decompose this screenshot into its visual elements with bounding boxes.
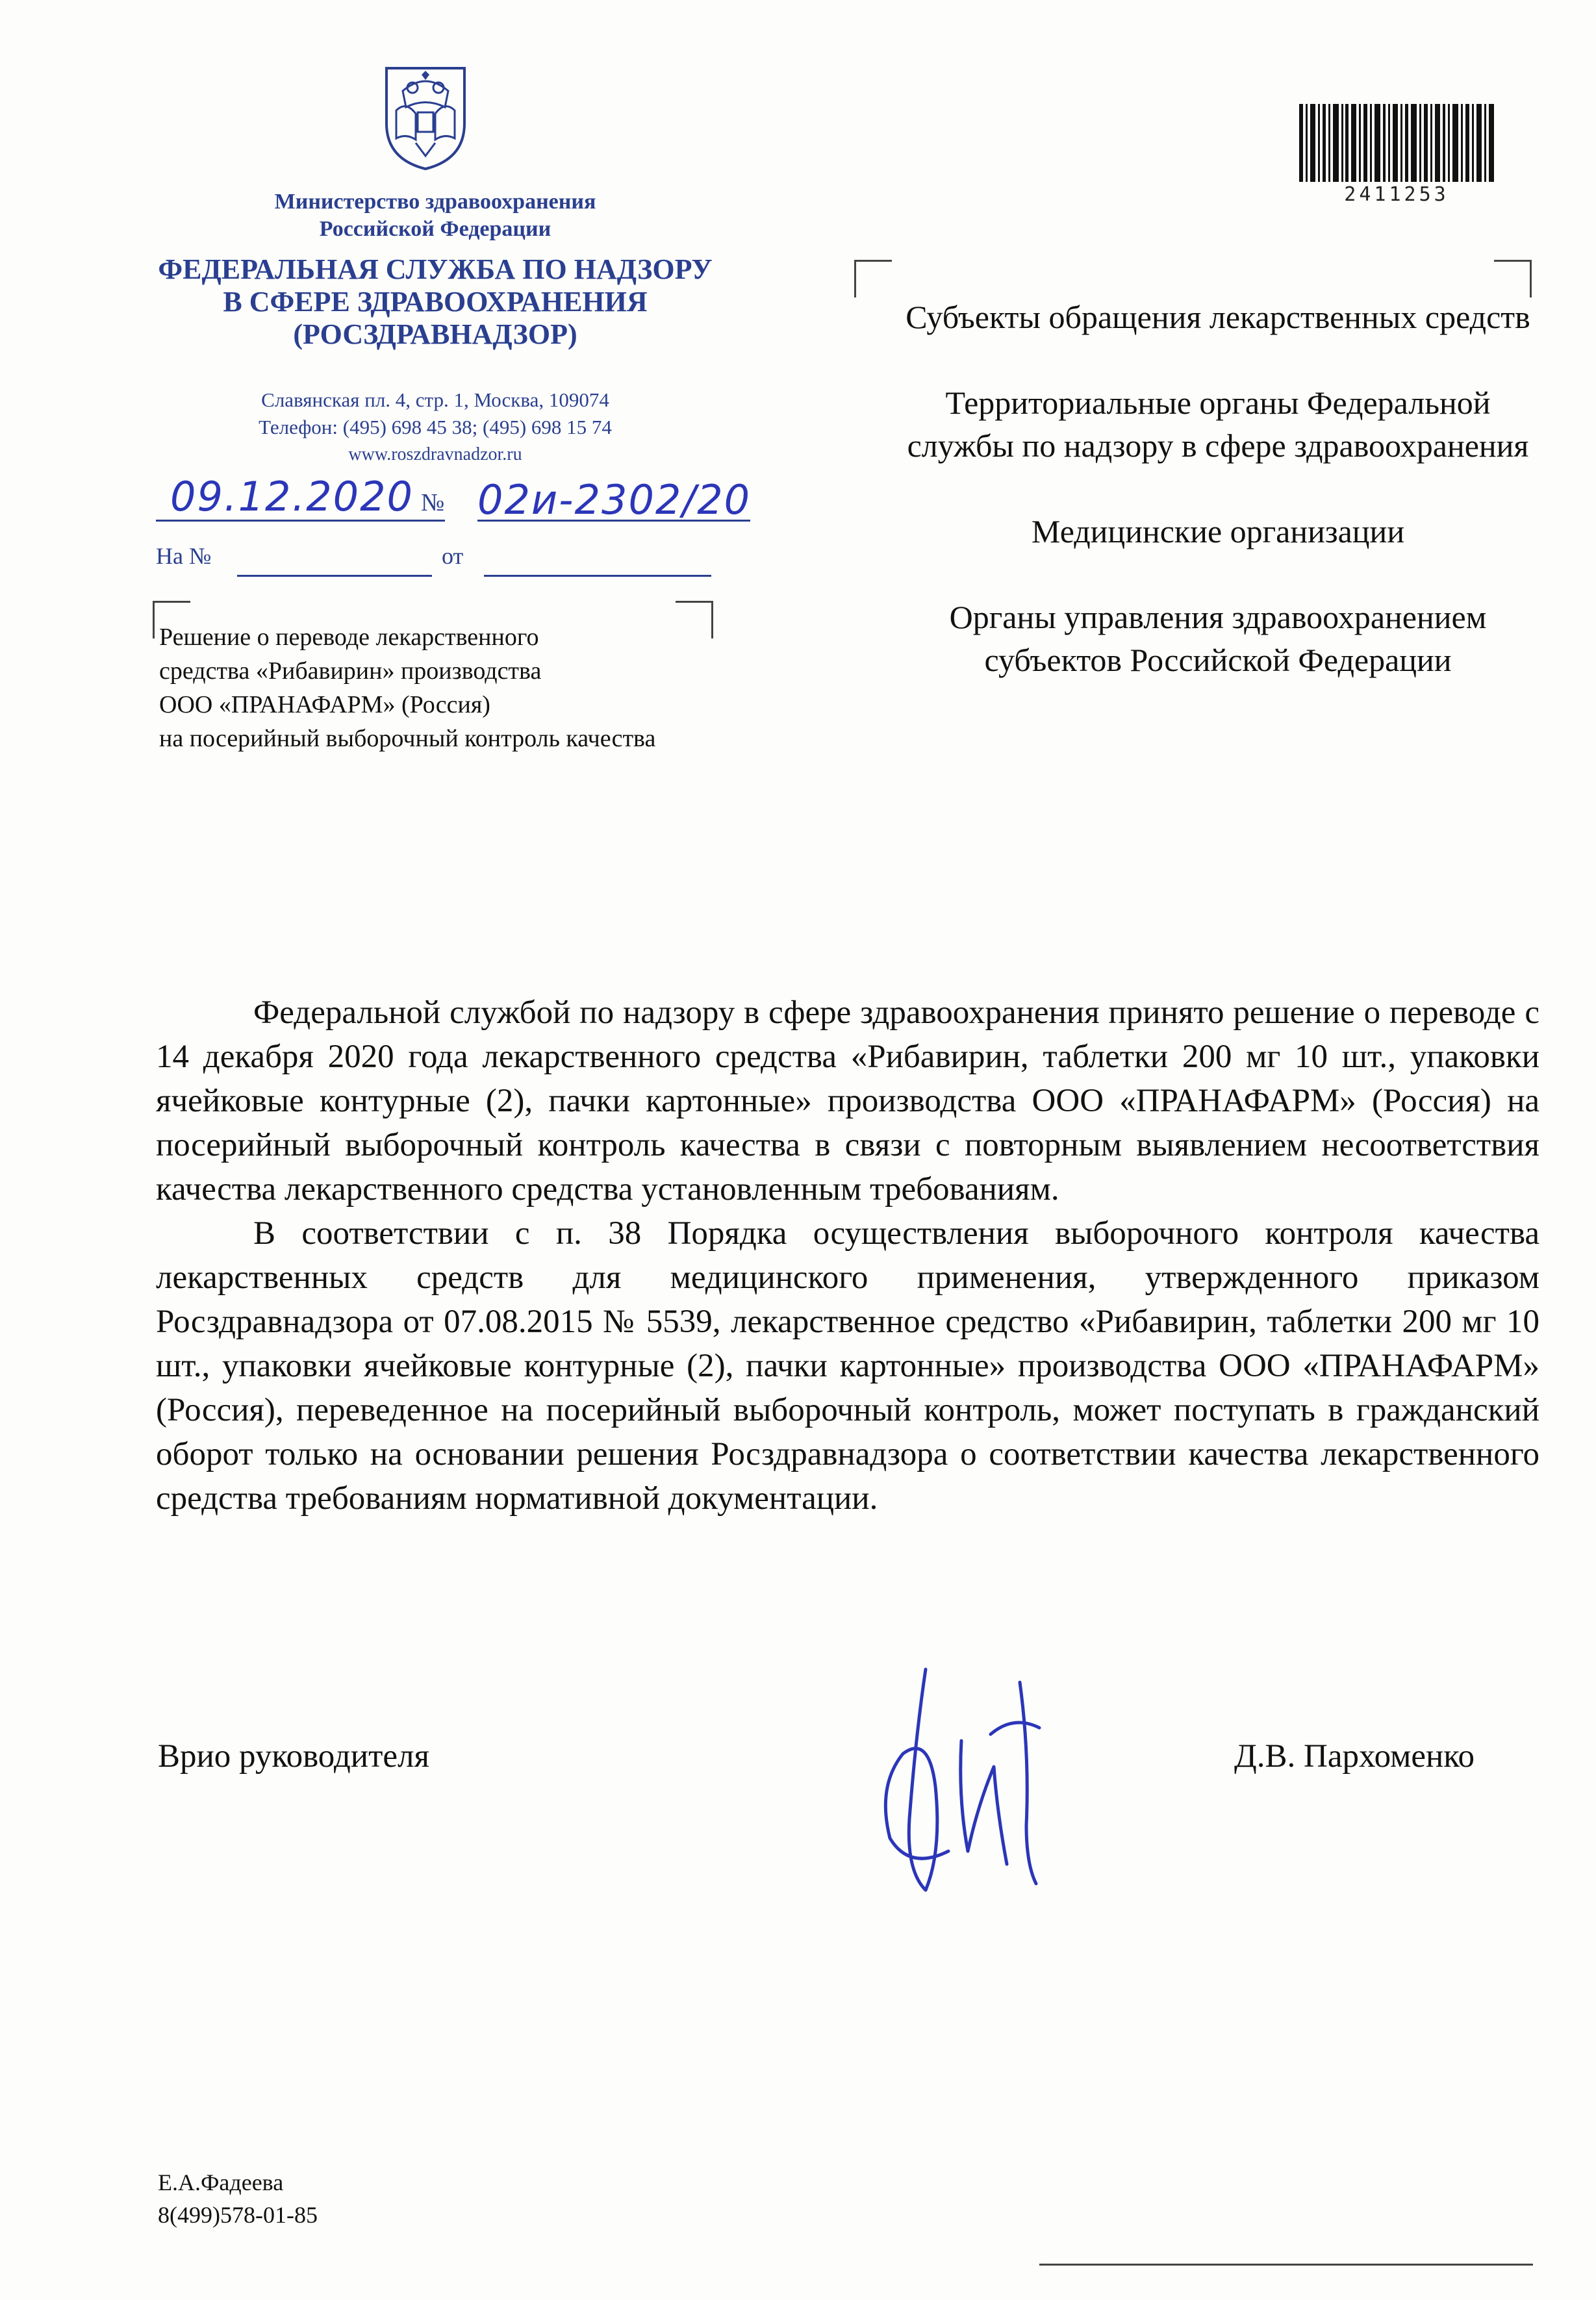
- addressee-list: [896, 296, 1539, 724]
- agency-line-2: В СФЕРЕ ЗДРАВООХРАНЕНИЯ: [223, 286, 648, 318]
- number-sign: №: [421, 489, 445, 516]
- from-underline: [484, 575, 711, 577]
- addressee-corner-right: [1494, 260, 1532, 297]
- agency-contacts: [130, 386, 741, 468]
- agency-line-3: (РОСЗДРАВНАДЗОР): [293, 318, 577, 350]
- body-paragraph-2: В соответствии с п. 38 Порядка осуществления выборочного контроля качества лекарственных средств для медицинского применения, утвержденного приказом Росздравнадзора от 07.08.2015 № 5539, лекарственное средство «Рибавирин, таблетки 200 мг 10 шт., упаковки ячейковые контурные (2), пачки картонные» производства ООО «ПРАНАФАРМ» (Россия), переведенное на посерийный выборочный контроль, может поступать в гражданский оборот только на основании решения Росздравнадзора о соответствии качества лекарственного средства требованиям нормативной документации.: [156, 1215, 1539, 1517]
- barcode-icon: [1299, 104, 1494, 182]
- addressee-item: Органы управления здравоохранением субъектов Российской Федерации: [949, 599, 1487, 678]
- subject-line-1: Решение о переводе лекарственного: [159, 624, 539, 651]
- ministry-line-2: Российской Федерации: [319, 217, 551, 241]
- signatory-name: Д.В. Пархоменко: [1234, 1738, 1475, 1775]
- from-label: от: [442, 543, 464, 569]
- agency-phone: Телефон: (495) 698 45 38; (495) 698 15 74: [259, 416, 612, 438]
- signatory-role: Врио руководителя: [158, 1738, 429, 1775]
- subject-line-2: средства «Рибавирин» производства: [159, 657, 542, 685]
- addressee-item: Субъекты обращения лекарственных средств: [906, 299, 1530, 335]
- executor-phone: 8(499)578-01-85: [158, 2202, 318, 2228]
- executor-info: [158, 2166, 318, 2231]
- page-edge-mark: [1039, 2264, 1533, 2266]
- agency-line-1: ФЕДЕРАЛЬНАЯ СЛУЖБА ПО НАДЗОРУ: [158, 253, 713, 285]
- addressee-corner-left: [854, 260, 892, 297]
- barcode-number: 2411253: [1344, 183, 1449, 206]
- ministry-name: [162, 188, 708, 243]
- reply-to-underline: [237, 575, 432, 577]
- agency-website: www.roszdravnadzor.ru: [348, 444, 522, 464]
- handwritten-date: 09.12.2020: [170, 473, 414, 520]
- ministry-line-1: Министерство здравоохранения: [274, 190, 596, 214]
- handwritten-number: 02и-2302/20: [477, 476, 752, 524]
- coat-of-arms-icon: [380, 62, 471, 172]
- reply-to-label: На №: [156, 543, 212, 569]
- addressee-item: Медицинские организации: [1031, 513, 1405, 550]
- addressee-item: Территориальные органы Федеральной службы по надзору в сфере здравоохранения: [907, 385, 1529, 464]
- handwritten-signature-icon: [864, 1656, 1078, 1903]
- agency-address: Славянская пл. 4, стр. 1, Москва, 109074: [261, 388, 609, 411]
- letter-subject: [159, 620, 809, 755]
- body-paragraph-1: Федеральной службой по надзору в сфере здравоохранения принято решение о переводе с 14 декабря 2020 года лекарственного средства «Рибавирин, таблетки 200 мг 10 шт., упаковки ячейковые контурные (2), пачки картонные» производства ООО «ПРАНАФАРМ» (Россия) на посерийный выборочный контроль качества в связи с повторным выявлением несоответствия качества лекарственного средства установленным требованиям.: [156, 994, 1539, 1207]
- agency-name: [123, 253, 747, 351]
- subject-line-3: ООО «ПРАНАФАРМ» (Россия): [159, 691, 490, 718]
- executor-name: Е.А.Фадеева: [158, 2169, 284, 2195]
- letter-body: [156, 991, 1539, 1521]
- subject-line-4: на посерийный выборочный контроль качества: [159, 725, 656, 752]
